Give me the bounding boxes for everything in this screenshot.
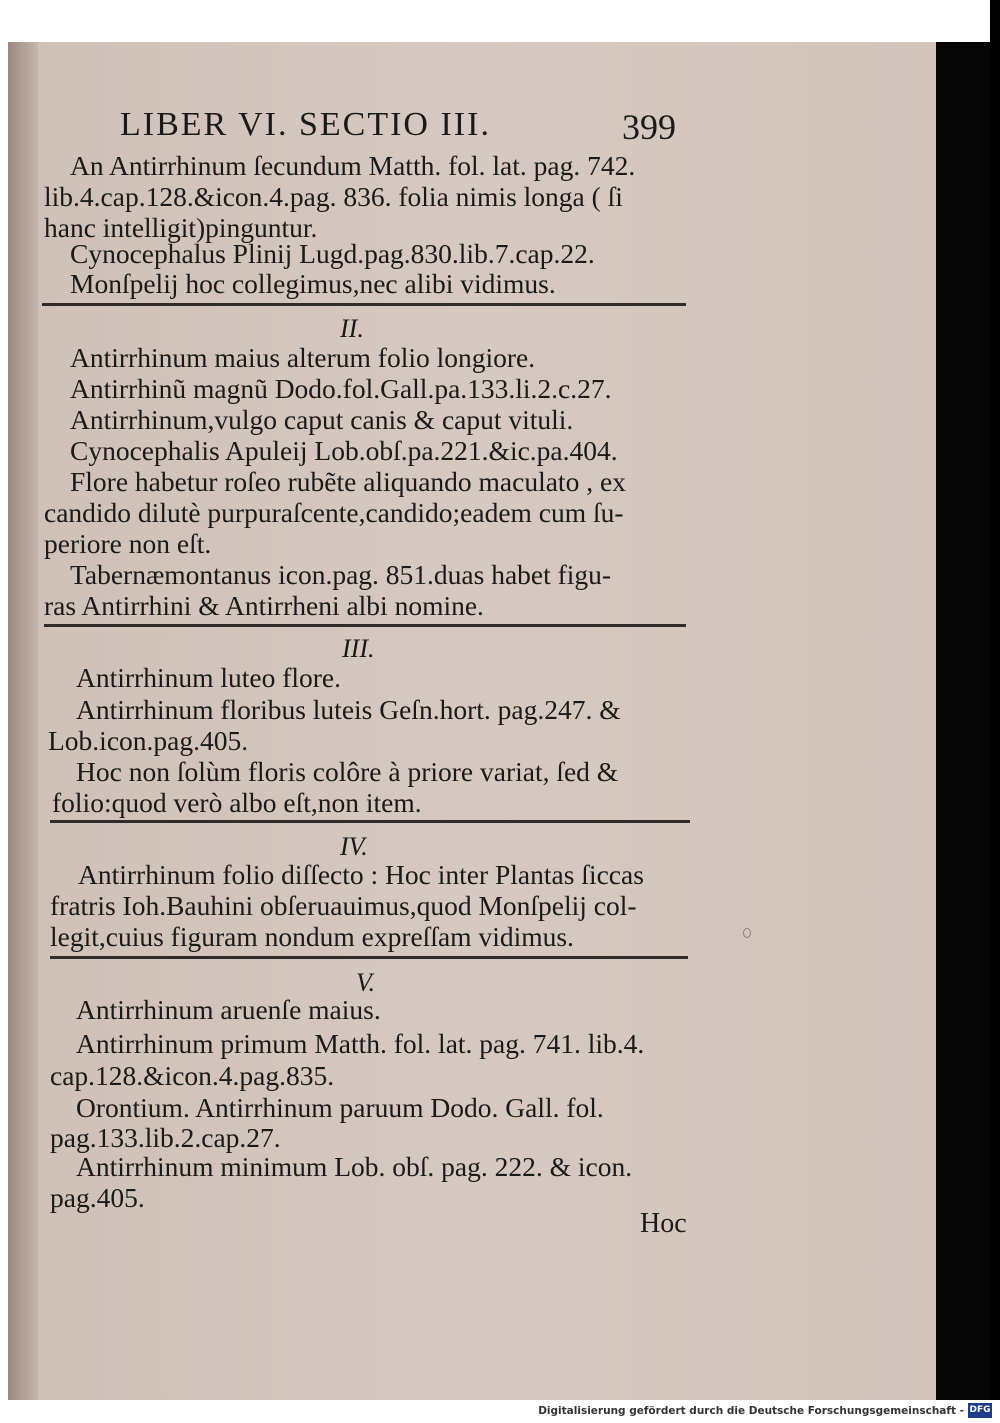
text-line: candido dilutè purpuraſcente,candido;eadem cum ſu- bbox=[44, 497, 624, 528]
text-line: lib.4.cap.128.&icon.4.pag. 836. folia nimis longa ( ſi bbox=[44, 181, 623, 212]
section-numeral: IV. bbox=[340, 832, 368, 861]
text-line: periore non eſt. bbox=[44, 528, 212, 559]
text-line: Cynocephalis Apuleij Lob.obſ.pa.221.&ic.pa.404. bbox=[70, 435, 618, 466]
text-line: Cynocephalus Plinij Lugd.pag.830.lib.7.cap.22. bbox=[70, 238, 595, 269]
text-line: cap.128.&icon.4.pag.835. bbox=[50, 1060, 335, 1091]
text-line: Monſpelij hoc collegimus,nec alibi vidimus. bbox=[70, 268, 556, 299]
section-divider bbox=[50, 956, 688, 959]
dfg-logo: DFG bbox=[968, 1403, 992, 1418]
section-numeral: V. bbox=[356, 968, 376, 997]
text-line: Hoc non ſolùm floris colôre à priore variat, ſed & bbox=[76, 756, 619, 787]
catchword: Hoc bbox=[640, 1208, 687, 1239]
text-line: ras Antirrhini & Antirrheni albi nomine. bbox=[44, 590, 484, 621]
page-gutter-shadow bbox=[8, 42, 38, 1400]
section-divider bbox=[44, 624, 686, 627]
text-line: Antirrhinum minimum Lob. obſ. pag. 222. & icon. bbox=[76, 1151, 633, 1182]
running-title: LIBER VI. SECTIO III. bbox=[120, 106, 491, 143]
text-line: Antirrhinum,vulgo caput canis & caput vituli. bbox=[70, 404, 574, 435]
text-line: hanc intelligit)pinguntur. bbox=[44, 212, 318, 243]
text-line: Antirrhinum luteo flore. bbox=[76, 662, 342, 693]
text-line: Orontium. Antirrhinum paruum Dodo. Gall. fol. bbox=[76, 1092, 604, 1123]
text-line: Tabernæmontanus icon.pag. 851.duas habet figu- bbox=[70, 559, 612, 590]
text-line: An Antirrhinum ſecundum Matth. fol. lat. pag. 742. bbox=[70, 150, 636, 181]
text-line: Antirrhinum maius alterum folio longiore. bbox=[70, 342, 536, 373]
text-line: Flore habetur roſeo rubẽte aliquando maculato , ex bbox=[70, 466, 626, 497]
text-line: pag.133.lib.2.cap.27. bbox=[50, 1122, 281, 1153]
text-line: Antirrhinum aruenſe maius. bbox=[76, 994, 381, 1025]
footer-bar bbox=[0, 1400, 1000, 1423]
text-line: fratris Ioh.Bauhini obſeruauimus,quod Monſpelij col- bbox=[50, 890, 637, 921]
section-numeral: III. bbox=[342, 634, 375, 663]
text-line: Lob.icon.pag.405. bbox=[48, 725, 249, 756]
text-line: pag.405. bbox=[50, 1182, 145, 1213]
page-number: 399 bbox=[622, 107, 676, 147]
paper-blemish bbox=[743, 928, 751, 938]
text-line: Antirrhinum floribus luteis Geſn.hort. pag.247. & bbox=[76, 694, 621, 725]
funding-credit: Digitalisierung gefördert durch die Deutsche Forschungsgemeinschaft - bbox=[538, 1405, 964, 1417]
text-line: Antirrhinũ magnũ Dodo.fol.Gall.pa.133.li.2.c.27. bbox=[70, 373, 612, 404]
text-line: Antirrhinum folio diſſecto : Hoc inter Plantas ſiccas bbox=[78, 859, 644, 890]
section-divider bbox=[50, 820, 690, 823]
section-divider bbox=[42, 303, 686, 306]
scan-border bbox=[936, 42, 990, 1400]
section-numeral: II. bbox=[340, 314, 364, 343]
text-line: Antirrhinum primum Matth. fol. lat. pag. 741. lib.4. bbox=[76, 1028, 645, 1059]
text-line: folio:quod verò albo eſt,non item. bbox=[52, 787, 422, 818]
text-line: legit,cuius figuram nondum expreſſam vidimus. bbox=[50, 921, 574, 952]
